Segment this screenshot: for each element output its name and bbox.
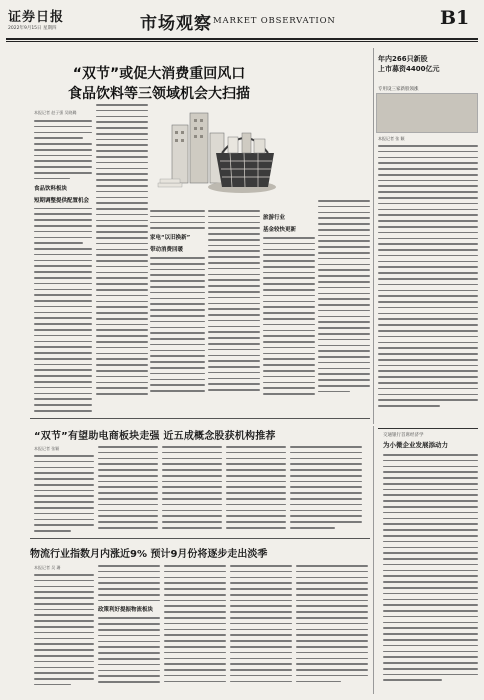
lead-subhead-2: 短期调整提供配置机会 <box>34 197 90 204</box>
masthead <box>0 0 484 44</box>
lead-subhead-5: 旅游行业 <box>263 215 286 221</box>
column-box-rule <box>378 428 478 429</box>
column-box-title: 为小微企业发展添动力 <box>383 441 448 449</box>
issue-date: 2022年9月15日 星期四 <box>8 26 57 31</box>
bottom-col-4 <box>230 565 292 694</box>
middle-col-1 <box>34 455 94 535</box>
lead-headline-line1: “双节”或促大消费重回风口 <box>72 66 246 82</box>
section-divider-2 <box>30 538 370 539</box>
middle-col-3 <box>162 446 222 535</box>
middle-col-5 <box>290 446 362 535</box>
lead-article-col-2 <box>96 104 148 412</box>
lead-subhead-3: 家电“以旧换新” <box>150 235 191 242</box>
middle-byline-col <box>34 446 94 454</box>
section-divider-1 <box>30 418 370 419</box>
bottom-subhead: 政策利好提振物流板块 <box>98 607 154 614</box>
lead-subhead-4: 带动消费回暖 <box>150 247 184 254</box>
lower-side-column-rule <box>373 426 374 694</box>
lead-headline <box>34 64 284 104</box>
section-title: 市场观察 <box>140 14 212 34</box>
side-column-rule <box>373 48 374 424</box>
section-title-english: MARKET OBSERVATION <box>213 16 336 26</box>
lead-article-col-3 <box>150 210 205 412</box>
lead-byline-col <box>34 110 92 120</box>
lead-subhead-1: 食品饮料板块 <box>34 185 68 192</box>
bottom-col-3 <box>164 565 226 694</box>
side-article-col <box>378 145 478 417</box>
bottom-col-1 <box>34 574 94 694</box>
middle-byline: 本报记者 张颖 <box>34 446 60 451</box>
side-headline-line1: 年内266只新股 <box>378 55 428 63</box>
bottom-col-5 <box>296 565 368 694</box>
middle-col-4 <box>226 446 286 535</box>
lead-headline-line2: 食品饮料等三领域机会大扫描 <box>68 86 250 102</box>
column-box-text <box>383 454 478 692</box>
lead-article-col-4 <box>208 210 260 412</box>
side-headline <box>378 54 478 74</box>
bottom-headline: 物流行业指数月内涨近9% 预计9月份将逐步走出淡季 <box>30 549 268 560</box>
lead-article-col-5 <box>263 210 315 412</box>
lead-byline: 本报记者 赵子强 吴晓璐 <box>34 110 77 115</box>
side-byline: 本报记者 张 颖 <box>378 136 405 141</box>
middle-headline: “双节”有望助电商板块走强 近五成概念股获机构推荐 <box>34 431 276 442</box>
lead-article-col-6 <box>318 200 370 412</box>
bottom-col-2 <box>98 565 160 694</box>
shopping-basket-illustration <box>150 105 280 205</box>
masthead-rule <box>6 38 478 40</box>
side-photo <box>376 93 478 133</box>
side-subhead: 专用设三家新股领涨 <box>378 87 419 92</box>
bottom-byline: 本报记者 吴 珊 <box>34 565 61 570</box>
bottom-byline-col <box>34 565 94 573</box>
middle-col-2 <box>98 446 158 535</box>
side-headline-line2: 上市募资4400亿元 <box>378 65 440 73</box>
masthead-rule-thin <box>6 41 478 42</box>
lead-article-col-1 <box>34 120 92 412</box>
lead-subhead-6: 基金较快更新 <box>263 227 297 233</box>
page-number: B1 <box>440 7 470 29</box>
column-box-label: 交通银行首席经济学 <box>383 433 424 438</box>
newspaper-logo: 证券日报 <box>8 10 65 25</box>
